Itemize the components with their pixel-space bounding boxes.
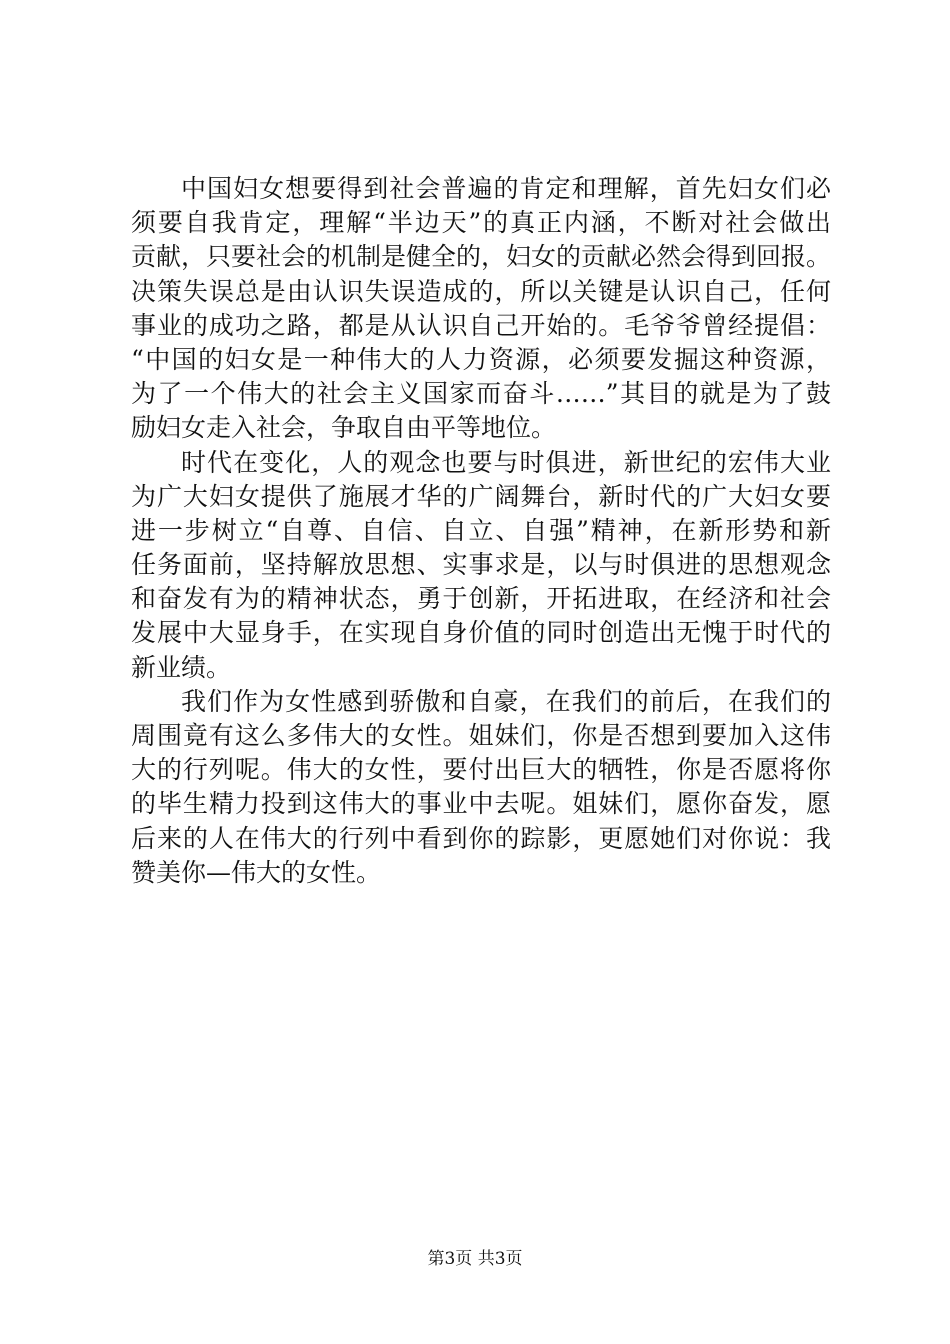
page-number-footer: 第3页 共3页 <box>427 1249 523 1269</box>
text-line: 新业绩。 <box>131 652 232 682</box>
paragraph-1 <box>131 172 831 446</box>
text-line: 的毕生精力投到这伟大的事业中去呢。姐妹们，愿你奋发，愿 <box>131 789 831 819</box>
paragraph-3 <box>131 685 831 890</box>
text-line: 时代在变化，人的观念也要与时俱进，新世纪的宏伟大业 <box>181 447 831 477</box>
text-line: 和奋发有为的精神状态，勇于创新，开拓进取，在经济和社会 <box>131 584 831 614</box>
text-line: 事业的成功之路，都是从认识自己开始的。毛爷爷曾经提倡： <box>131 310 831 340</box>
text-line: 任务面前，坚持解放思想、实事求是，以与时俱进的思想观念 <box>131 550 831 580</box>
paragraph-2 <box>131 446 831 685</box>
text-line: 后来的人在伟大的行列中看到你的踪影，更愿她们对你说：我 <box>131 823 831 853</box>
body-text <box>131 172 831 890</box>
text-line: 进一步树立“自尊、自信、自立、自强”精神，在新形势和新 <box>131 515 831 545</box>
text-line: 我们作为女性感到骄傲和自豪，在我们的前后，在我们的 <box>181 686 831 716</box>
text-line: 为了一个伟大的社会主义国家而奋斗……”其目的就是为了鼓 <box>131 379 831 409</box>
text-line: 须要自我肯定，理解“半边天”的真正内涵，不断对社会做出 <box>131 208 831 238</box>
text-line: 大的行列呢。伟大的女性，要付出巨大的牺牲，你是否愿将你 <box>131 755 831 785</box>
text-line: 中国妇女想要得到社会普遍的肯定和理解，首先妇女们必 <box>181 174 831 203</box>
text-line: 发展中大显身手，在实现自身价值的同时创造出无愧于时代的 <box>131 618 831 648</box>
text-line: “中国的妇女是一种伟大的人力资源，必须要发掘这种资源， <box>131 344 831 374</box>
text-line: 周围竟有这么多伟大的女性。姐妹们，你是否想到要加入这伟 <box>131 721 831 750</box>
text-line: 为广大妇女提供了施展才华的广阔舞台，新时代的广大妇女要 <box>131 481 831 511</box>
text-line: 励妇女走入社会，争取自由平等地位。 <box>131 413 557 443</box>
text-line: 赞美你—伟大的女性。 <box>131 857 382 887</box>
text-line: 决策失误总是由认识失误造成的，所以关键是认识自己，任何 <box>131 276 831 306</box>
text-line: 贡献，只要社会的机制是健全的，妇女的贡献必然会得到回报。 <box>131 242 832 272</box>
